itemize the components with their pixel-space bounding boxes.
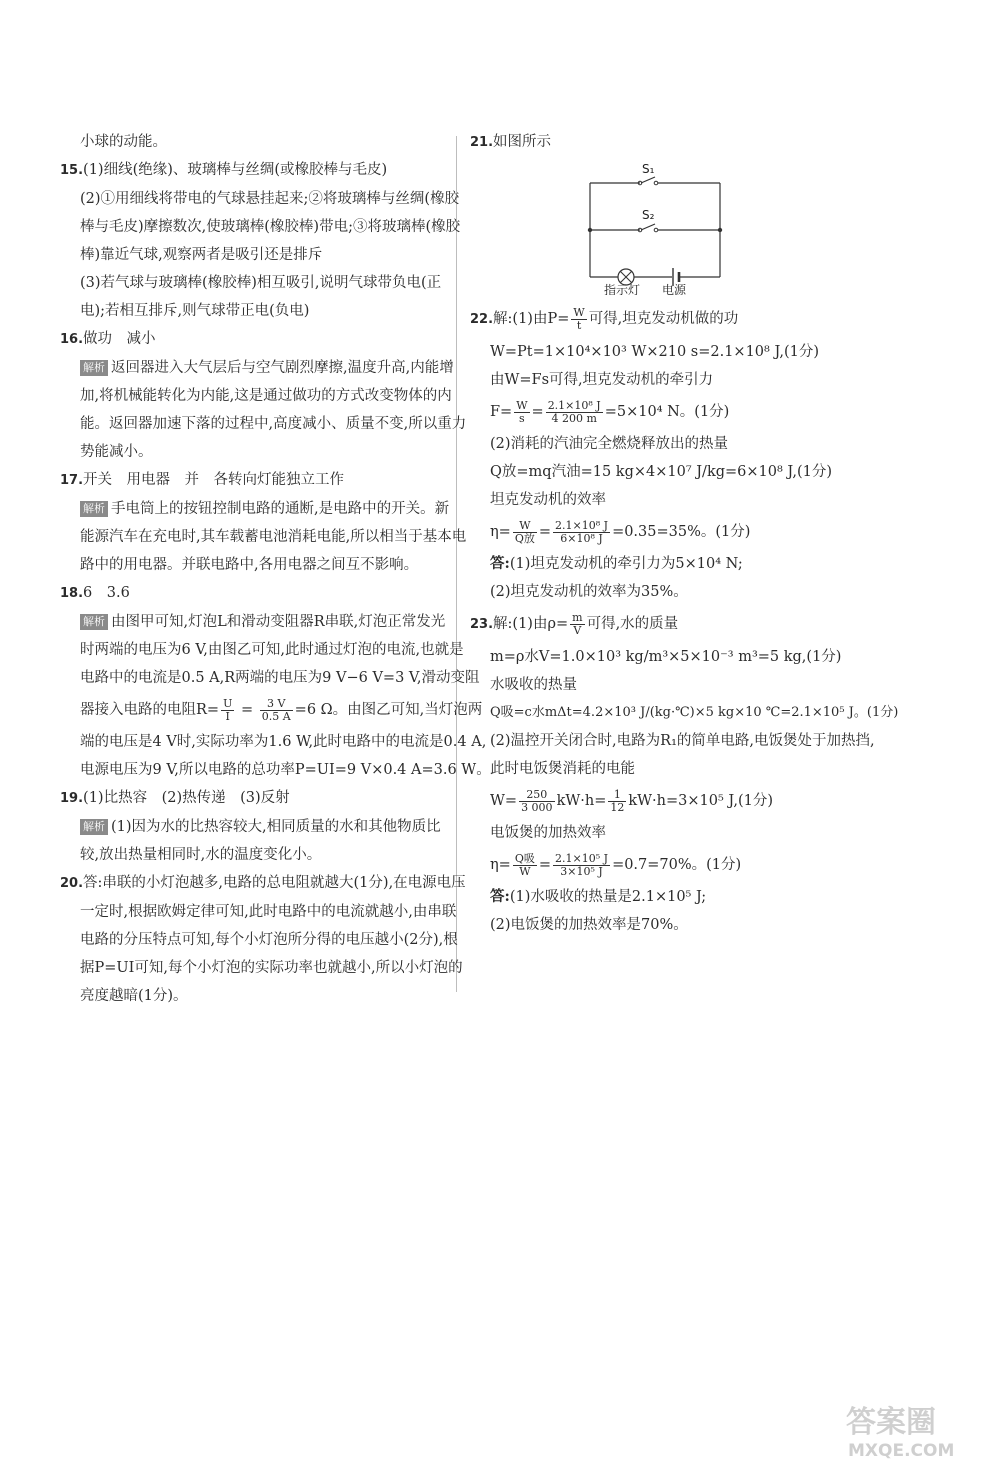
solution-line: 水吸收的热量 — [490, 677, 577, 693]
analysis-tag: 解析 — [80, 614, 108, 630]
fraction — [546, 400, 603, 425]
formula-line — [470, 847, 860, 883]
denominator: 4 200 m — [551, 411, 597, 425]
solution-line: W=Pt=1×10⁴×10³ W×210 s=2.1×10⁸ J,(1分) — [490, 344, 820, 360]
numerator: U — [223, 696, 233, 710]
fraction — [513, 520, 537, 545]
question-number: 21. — [470, 135, 494, 150]
formula-text: = — [538, 524, 552, 540]
answer-text: 6 3.6 — [83, 585, 130, 601]
column-divider — [456, 136, 457, 992]
answer-line: 棒)靠近气球,观察两者是吸引还是排斥 — [80, 247, 323, 263]
answer-text: (1)比热容 (2)热传递 (3)反射 — [83, 790, 290, 806]
formula-text: =0.35=35%。(1分) — [612, 524, 751, 540]
question-number: 20. — [60, 876, 84, 891]
answer-text: 做功 减小 — [83, 331, 156, 347]
explanation-line: 电源电压为9 V,所以电路的总功率P=UI=9 V×0.4 A=3.6 W。 — [80, 762, 491, 778]
question-number: 18. — [60, 586, 84, 601]
question-20 — [60, 869, 466, 1010]
question-15 — [60, 156, 461, 325]
formula-text: 可得,水的质量 — [586, 616, 679, 632]
question-19 — [60, 784, 452, 869]
answer-label: 答: — [490, 888, 510, 905]
numerator: W — [513, 520, 537, 533]
formula-text: η= — [490, 524, 511, 540]
numerator: W — [516, 398, 528, 412]
formula-line — [470, 606, 860, 643]
denominator: Q放 — [514, 531, 535, 545]
question-22 — [470, 301, 860, 606]
question-21 — [470, 128, 860, 295]
s2-label: S₂ — [642, 208, 655, 222]
answer-line: 电);若相互排斥,则气球带正电(负电) — [80, 303, 310, 319]
explanation-line: 手电筒上的按钮控制电路的通断,是电路中的开关。新 — [111, 501, 450, 517]
solution-line: (2)温控开关闭合时,电路为R₁的简单电路,电饭煲处于加热挡, — [490, 733, 875, 749]
denominator: t — [576, 318, 582, 332]
circuit-diagram — [580, 161, 730, 295]
denominator: V — [573, 623, 582, 637]
explanation-line: 电路中的电流是0.5 A,R两端的电压为9 V−6 V=3 V,滑动变阻 — [80, 670, 480, 686]
numerator: 250 — [519, 789, 555, 802]
answer-line: 一定时,根据欧姆定律可知,此时电路中的电流就越小,由串联 — [80, 904, 457, 920]
denominator: 12 — [610, 800, 625, 814]
numerator: m — [572, 610, 583, 624]
analysis-tag: 解析 — [80, 360, 108, 376]
explanation-line: (1)因为水的比热容较大,相同质量的水和其他物质比 — [111, 819, 441, 835]
watermark-text: 答案圈 — [846, 1405, 936, 1440]
answer-text: (2)电饭煲的加热效率是70%。 — [490, 917, 688, 933]
formula-line — [60, 692, 483, 728]
watermark-url: MXQE.COM — [848, 1441, 955, 1460]
formula-text: 器接入电路的电阻R= — [80, 702, 220, 718]
denominator: W — [519, 864, 531, 878]
numerator: 2.1×10⁸ J — [555, 518, 609, 532]
answer-text: (1)坦克发动机的牵引力为5×10⁴ N; — [509, 556, 743, 572]
analysis-tag: 解析 — [80, 819, 108, 835]
answer-line: (1)细线(绝缘)、玻璃棒与丝绸(或橡胶棒与毛皮) — [83, 162, 388, 178]
fraction — [571, 307, 586, 332]
numerator: 3 V — [260, 698, 293, 711]
solution-line: 电饭煲的加热效率 — [490, 825, 606, 841]
question-16 — [60, 325, 467, 466]
fraction — [221, 698, 234, 723]
denominator: 0.5 A — [261, 709, 291, 723]
lamp-label: 指示灯 — [604, 283, 641, 295]
answer-text: 开关 用电器 并 各转向灯能独立工作 — [83, 472, 345, 488]
answer-text: (2)坦克发动机的效率为35%。 — [490, 584, 688, 600]
numerator: 2.1×10⁸ J — [547, 398, 601, 412]
formula-line — [470, 514, 860, 550]
answer-line: 亮度越暗(1分)。 — [80, 988, 188, 1004]
explanation-line: 较,放出热量相同时,水的温度变化小。 — [80, 847, 322, 863]
denominator: 3×10⁵ J — [560, 864, 603, 878]
s1-label: S₁ — [642, 162, 655, 176]
formula-text: W= — [490, 793, 518, 809]
fraction — [553, 520, 610, 545]
denominator: 6×10⁸ J — [560, 531, 603, 545]
switch-s1 — [641, 177, 655, 183]
explanation-line: 能源汽车在充电时,其车载蓄电池消耗电能,所以相当于基本电 — [80, 529, 467, 545]
watermark-graphic — [842, 1400, 992, 1460]
answer-text: (1)水吸收的热量是2.1×10⁵ J; — [509, 889, 707, 905]
formula-text: η= — [490, 857, 511, 873]
denominator: s — [519, 411, 525, 425]
fraction — [553, 853, 610, 878]
denominator: I — [225, 709, 230, 723]
answer-line: 据P=UI可知,每个小灯泡的实际功率也就越小,所以小灯泡的 — [80, 960, 463, 976]
formula-text: 可得,坦克发动机做的功 — [588, 311, 739, 327]
analysis-tag: 解析 — [80, 501, 108, 517]
explanation-line: 路中的用电器。并联电路中,各用电器之间互不影响。 — [80, 557, 419, 573]
solution-line: Q吸=c水mΔt=4.2×10³ J/(kg·℃)×5 kg×10 ℃=2.1×10⁵ J。(1分) — [490, 705, 899, 720]
answer-text: 如图所示 — [493, 134, 552, 150]
numerator: 1 — [608, 789, 626, 802]
answer-line: (2)①用细线将带电的气球悬挂起来;②将玻璃棒与丝绸(橡胶 — [80, 191, 460, 207]
question-number: 23. — [470, 617, 494, 632]
right-column — [470, 128, 899, 939]
question-number: 16. — [60, 332, 84, 347]
question-23 — [470, 606, 899, 939]
switch-contact — [654, 228, 658, 232]
question-number: 15. — [60, 163, 84, 178]
power-label: 电源 — [662, 283, 687, 295]
explanation-line: 由图甲可知,灯泡L和滑动变阻器R串联,灯泡正常发光 — [111, 614, 446, 630]
question-number: 22. — [470, 312, 494, 327]
formula-text: kW·h=3×10⁵ J,(1分) — [628, 793, 774, 809]
answer-line: 棒与毛皮)摩擦数次,使玻璃棒(橡胶棒)带电;③将玻璃棒(橡胶 — [80, 219, 461, 235]
question-number: 17. — [60, 473, 84, 488]
explanation-line: 端的电压是4 V时,实际功率为1.6 W,此时电路中的电流是0.4 A, — [80, 734, 487, 750]
solution-line: 此时电饭煲消耗的电能 — [490, 761, 635, 777]
formula-text: kW·h= — [556, 793, 607, 809]
question-number: 19. — [60, 791, 84, 806]
formula-text: =6 Ω。由图乙可知,当灯泡两 — [294, 702, 483, 718]
question-17 — [60, 466, 467, 579]
numerator: 2.1×10⁵ J — [555, 851, 609, 865]
explanation-line: 能。返回器加速下落的过程中,高度减小、质量不变,所以重力 — [80, 416, 467, 432]
fraction — [260, 698, 293, 723]
formula-line — [470, 394, 860, 430]
formula-text: 解:(1)由ρ= — [493, 616, 569, 632]
denominator: 3 000 — [521, 800, 553, 814]
fraction — [514, 400, 529, 425]
fraction — [519, 789, 555, 814]
formula-text: = — [531, 404, 544, 420]
solution-line: (2)消耗的汽油完全燃烧释放出的热量 — [490, 436, 729, 452]
formula-text: = — [236, 702, 258, 718]
explanation-line: 势能减小。 — [80, 444, 153, 460]
solution-line: Q放=mq汽油=15 kg×4×10⁷ J/kg=6×10⁸ J,(1分) — [490, 464, 833, 480]
formula-text: 解:(1)由P= — [493, 311, 570, 327]
formula-line — [470, 301, 860, 338]
fraction — [570, 612, 584, 637]
answer-line: 电路的分压特点可知,每个小灯泡所分得的电压越小(2分),根 — [80, 932, 458, 948]
numerator: Q吸 — [514, 851, 535, 865]
solution-line: 由W=Fs可得,坦克发动机的牵引力 — [490, 372, 714, 388]
answer-line: (3)若气球与玻璃棒(橡胶棒)相互吸引,说明气球带负电(正 — [80, 275, 442, 291]
answer-line: 答:串联的小灯泡越多,电路的总电阻就越大(1分),在电源电压 — [83, 875, 466, 891]
switch-contact — [654, 181, 658, 185]
fraction — [608, 789, 626, 814]
formula-text: =5×10⁴ N。(1分) — [604, 404, 730, 420]
explanation-line: 加,将机械能转化为内能,这是通过做功的方式改变物体的内 — [80, 388, 452, 404]
answer-label: 答: — [490, 555, 510, 572]
solution-line: 坦克发动机的效率 — [490, 492, 606, 508]
numerator: W — [573, 305, 585, 319]
solution-line: m=ρ水V=1.0×10³ kg/m³×5×10⁻³ m³=5 kg,(1分) — [490, 649, 842, 665]
watermark-logo — [842, 1400, 992, 1460]
explanation-line: 返回器进入大气层后与空气剧烈摩擦,温度升高,内能增 — [111, 360, 454, 376]
q14-tail: 小球的动能。 — [80, 134, 167, 150]
explanation-line: 时两端的电压为6 V,由图乙可知,此时通过灯泡的电流,也就是 — [80, 642, 464, 658]
formula-text: = — [538, 857, 552, 873]
formula-line — [470, 783, 860, 819]
switch-s2 — [641, 224, 655, 230]
fraction — [513, 853, 537, 878]
formula-text: F= — [490, 404, 513, 420]
formula-text: =0.7=70%。(1分) — [612, 857, 742, 873]
